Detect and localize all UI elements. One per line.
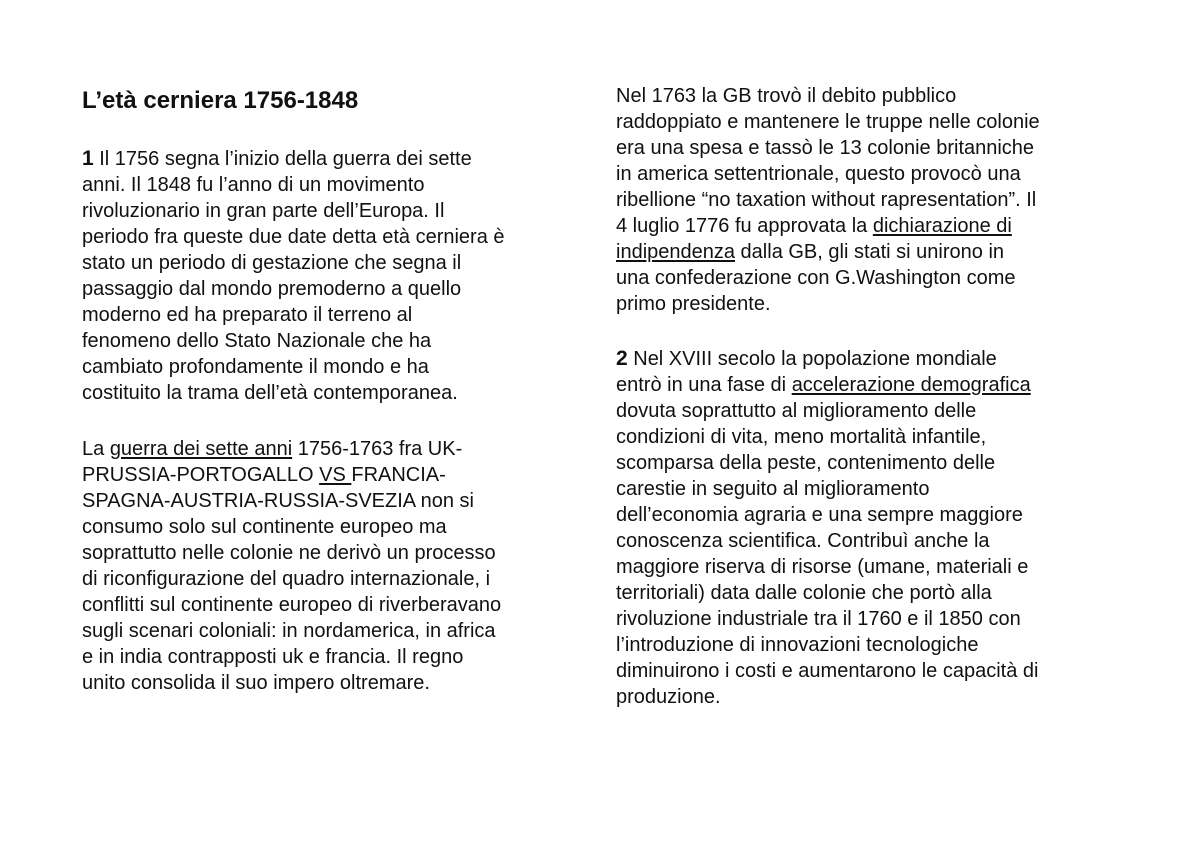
text-line: fenomeno dello Stato Nazionale che ha <box>82 330 432 352</box>
underlined-term-demographic: accelerazione demografica <box>791 374 1031 396</box>
text-line: periodo fra queste due date detta età cerniera è <box>82 226 505 248</box>
text-line: soprattutto nelle colonie ne derivò un processo <box>82 542 496 564</box>
text-line: territoriali) data dalle colonie che portò alla <box>616 582 992 604</box>
text-line: raddoppiato e mantenere le truppe nelle colonie <box>616 111 1040 133</box>
text-line: condizioni di vita, meno mortalità infantile, <box>616 426 987 448</box>
text-line: cambiato profondamente il mondo e ha <box>82 356 429 378</box>
text-line: conoscenza scientifica. Contribuì anche la <box>616 530 990 552</box>
underlined-term-independence: indipendenza <box>616 241 735 263</box>
text-line: sugli scenari coloniali: in nordamerica, in africa <box>82 620 496 642</box>
text-line: in america settentrionale, questo provocò una <box>616 163 1021 185</box>
text-line: produzione. <box>616 686 721 708</box>
text-line: entrò in una fase di accelerazione demografica <box>616 374 1031 396</box>
text-line: di riconfigurazione del quadro internazionale, i <box>82 568 491 590</box>
text-line: passaggio dal mondo premoderno a quello <box>82 278 462 300</box>
text-line: ribellione “no taxation without rapresentation”. Il <box>616 189 1037 211</box>
text-line: dell’economia agraria e una sempre maggiore <box>616 504 1023 526</box>
text-line: l’introduzione di innovazioni tecnologiche <box>616 634 979 656</box>
text-line: carestie in seguito al miglioramento <box>616 478 930 500</box>
page-title: L’età cerniera 1756-1848 <box>82 87 359 114</box>
text-line: 1 Il 1756 segna l’inizio della guerra dei sette <box>82 147 472 170</box>
paragraph-american-revolution <box>616 83 1040 317</box>
text-line: era una spesa e tassò le 13 colonie britanniche <box>616 137 1035 159</box>
text-line: consumo solo sul continente europeo ma <box>82 516 447 538</box>
text-line: primo presidente. <box>616 293 771 315</box>
text-line: stato un periodo di gestazione che segna il <box>82 252 462 274</box>
underlined-term-seven-years-war: guerra dei sette anni <box>109 438 293 460</box>
text-line: PRUSSIA-PORTOGALLO VS FRANCIA- <box>82 464 446 486</box>
text-line: indipendenza dalla GB, gli stati si unirono in <box>616 241 1005 263</box>
text-line: 4 luglio 1776 fu approvata la dichiarazione di <box>616 215 1012 237</box>
text-line: e in india contrapposti uk e francia. Il regno <box>82 646 464 668</box>
text-line: unito consolida il suo impero oltremare. <box>82 672 430 694</box>
text-line: anni. Il 1848 fu l’anno di un movimento <box>82 174 425 196</box>
paragraph-seven-years-war <box>82 436 501 696</box>
text-line: conflitti sul continente europeo di riverberavano <box>82 594 502 616</box>
text-line: rivoluzionario in gran parte dell’Europa. Il <box>82 200 445 222</box>
text-line: dovuta soprattutto al miglioramento delle <box>616 400 977 422</box>
text-line: Nel 1763 la GB trovò il debito pubblico <box>616 85 957 107</box>
text-line: moderno ed ha preparato il terreno al <box>82 304 413 326</box>
section-number: 2 <box>616 347 628 370</box>
text-line: 2 Nel XVIII secolo la popolazione mondiale <box>616 347 997 370</box>
paragraph-demographic-acceleration <box>616 346 1038 710</box>
underlined-term-vs: VS <box>319 464 352 486</box>
underlined-term-declaration: dichiarazione di <box>872 215 1012 237</box>
text-line: una confederazione con G.Washington come <box>616 267 1016 289</box>
text-line: La guerra dei sette anni 1756-1763 fra UK- <box>82 438 463 460</box>
text-line: costituito la trama dell’età contemporanea. <box>82 382 458 404</box>
text-line: maggiore riserva di risorse (umane, materiali e <box>616 556 1029 578</box>
text-line: scomparsa della peste, contenimento delle <box>616 452 996 474</box>
text-line: rivoluzione industriale tra il 1760 e il 1850 con <box>616 608 1021 630</box>
text-line: SPAGNA-AUSTRIA-RUSSIA-SVEZIA non si <box>82 490 474 512</box>
text-line: diminuirono i costi e aumentarono le capacità di <box>616 660 1039 682</box>
paragraph-intro <box>82 146 505 406</box>
section-number: 1 <box>82 147 94 170</box>
